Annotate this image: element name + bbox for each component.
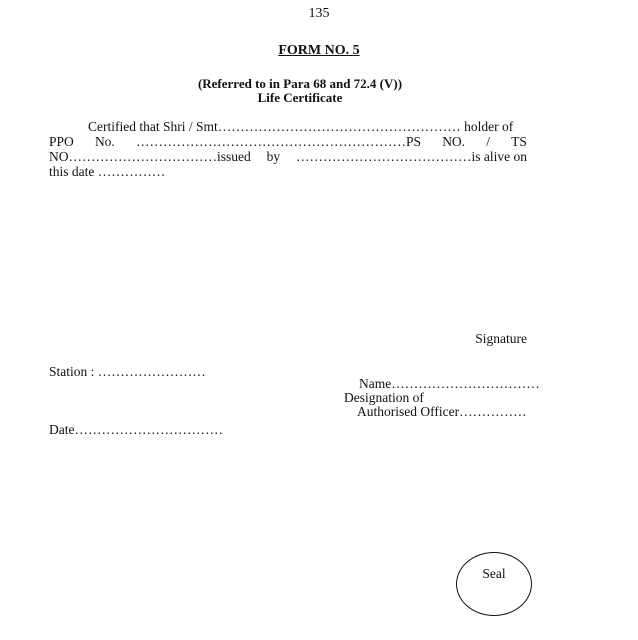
body-line-2-word: PPO: [49, 134, 74, 149]
designation-label: Designation of: [344, 390, 424, 405]
page-number: 135: [308, 6, 330, 21]
body-line-2-word: No.: [94, 134, 115, 149]
body-line-4: this date ……………: [49, 164, 166, 179]
reference-line: (Referred to in Para 68 and 72.4 (V)): [197, 76, 403, 91]
body-line-2: [49, 134, 527, 150]
station-field: Station : ……………………: [49, 364, 206, 379]
form-title-text: FORM NO. 5: [278, 43, 360, 58]
body-line-3-word: …………………………………is alive on: [296, 149, 527, 164]
body-line-2-word: TS: [511, 134, 527, 149]
body-line-2-word: /: [486, 134, 490, 149]
seal-label: Seal: [482, 566, 506, 581]
body-line-3-word: NO……………………………issued: [49, 149, 251, 164]
signature-label: Signature: [475, 331, 527, 346]
subtitle: Life Certificate: [257, 90, 343, 105]
authorised-officer-field: Authorised Officer……………: [357, 404, 527, 419]
body-line-1: Certified that Shri / Smt……………………………………………… holder of: [88, 119, 514, 134]
seal-circle: [456, 552, 532, 616]
body-line-3: [49, 149, 527, 165]
form-title: [0, 43, 638, 59]
body-line-3-word: by: [266, 149, 281, 164]
body-line-2-word: ……………………………………………………PS: [135, 134, 422, 149]
date-field: Date……………………………: [49, 422, 223, 437]
body-line-2-word: NO.: [442, 134, 466, 149]
name-field: Name……………………………: [359, 376, 540, 391]
